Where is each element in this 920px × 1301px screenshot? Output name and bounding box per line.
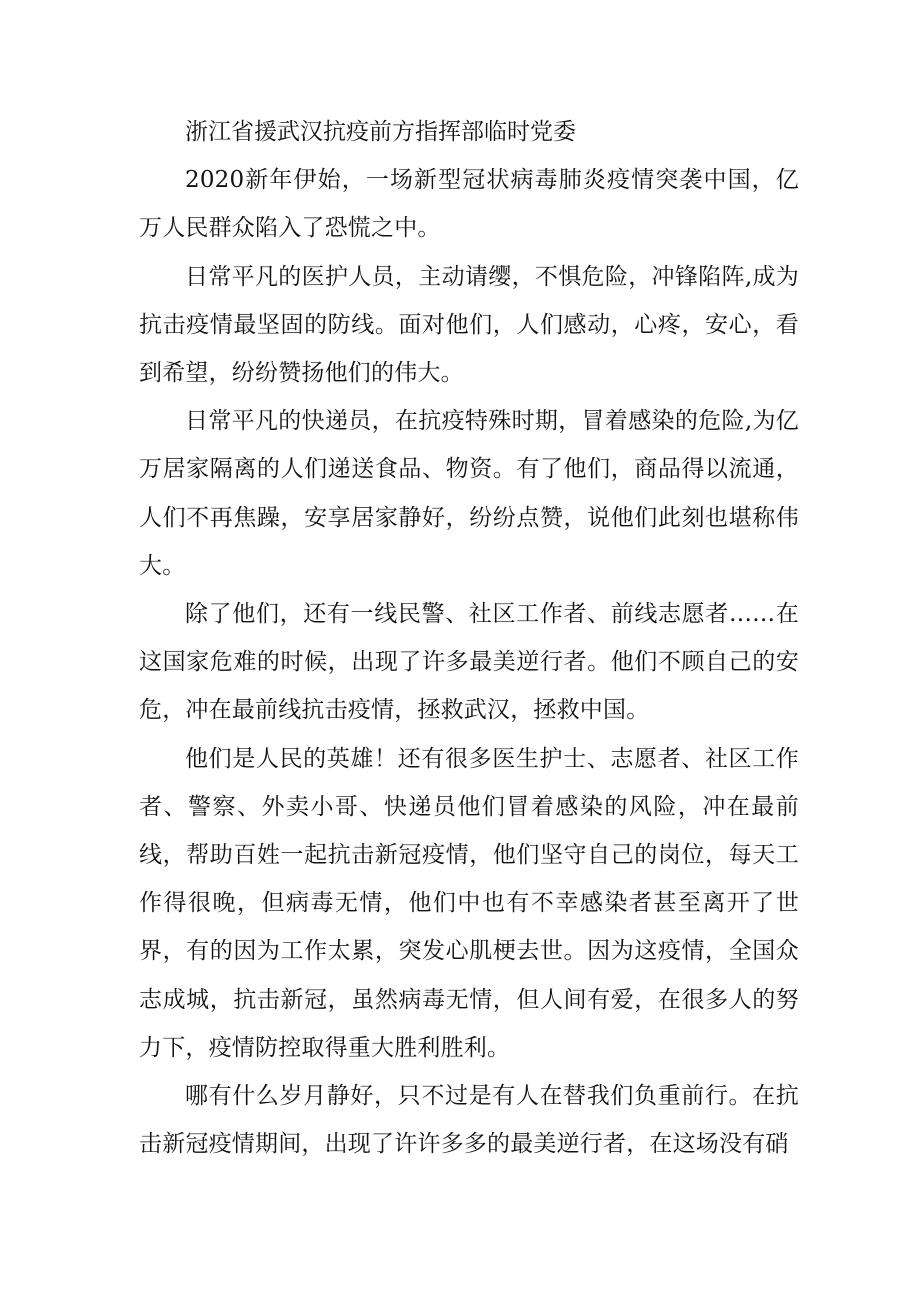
paragraph-6: 哪有什么岁月静好，只不过是有人在替我们负重前行。在抗击新冠疫情期间，出现了许许多多的最美逆行者，在这场没有硝 — [139, 1083, 799, 1158]
paragraph-2: 日常平凡的医护人员，主动请缨，不惧危险，冲锋陷阵,成为抗击疫情最坚固的防线。面对他们，人们感动，心疼，安心，看到希望，纷纷赞扬他们的伟大。 — [139, 263, 799, 387]
paragraph-5: 他们是人民的英雄！还有很多医生护士、志愿者、社区工作者、警察、外卖小哥、快递员他们冒着感染的风险，冲在最前线，帮助百姓一起抗击新冠疫情，他们坚守自己的岗位，每天工作得很晚，但病毒无情，他们中也有不幸感染者甚至离开了世界，有的因为工作太累，突发心肌梗去世。因为这疫情，全国众志成城，抗击新冠，虽然病毒无情，但人间有爱，在很多人的努力下，疫情防控取得重大胜利胜利。 — [139, 745, 799, 1061]
document-page — [139, 108, 799, 1168]
paragraph-4: 除了他们，还有一线民警、社区工作者、前线志愿者……在这国家危难的时候，出现了许多最美逆行者。他们不顾自己的安危，冲在最前线抗击疫情，拯救武汉，拯救中国。 — [139, 601, 799, 724]
paragraph-1: 2020新年伊始，一场新型冠状病毒肺炎疫情突袭中国，亿万人民群众陷入了恐慌之中。 — [139, 167, 799, 242]
document-title: 浙江省援武汉抗疫前方指挥部临时党委 — [185, 119, 576, 145]
paragraph-3: 日常平凡的快递员，在抗疫特殊时期，冒着感染的危险,为亿万居家隔离的人们递送食品、物资。有了他们，商品得以流通，人们不再焦躁，安享居家静好，纷纷点赞，说他们此刻也堪称伟大。 — [139, 408, 799, 579]
